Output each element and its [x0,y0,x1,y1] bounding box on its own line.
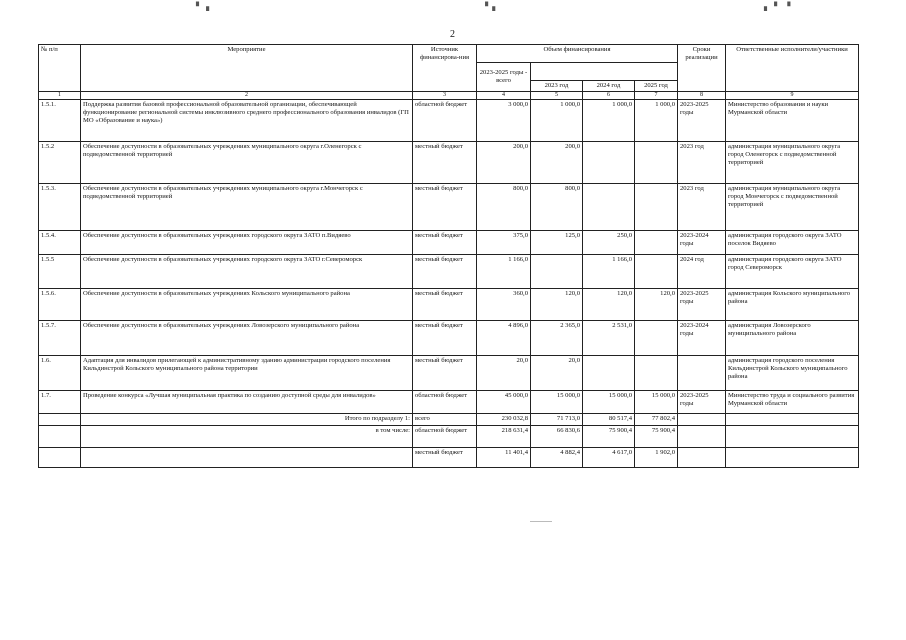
col-number: 5 [531,92,583,100]
row-total: 800,0 [477,184,531,231]
col-number: 1 [39,92,81,100]
totals-2023: 4 882,4 [531,448,583,468]
row-id: 1.7. [39,391,81,414]
table-row [39,231,859,255]
table-row [39,289,859,321]
page-number: 2 [450,29,455,40]
col-number: 4 [477,92,531,100]
row-2025: 15 000,0 [635,391,678,414]
row-measure: Обеспечение доступности в образовательных учреждениях Кольского муниципального района [81,289,413,321]
row-measure: Обеспечение доступности в образовательных учреждениях городского округа ЗАТО г.Североморск [81,255,413,289]
totals-row [39,414,859,426]
row-id: 1.5.7. [39,321,81,356]
row-measure: Поддержка развития базовой профессиональной образовательной организации, обеспечивающей функционирование региональной системы инклюзивного среднего профессионального образования инвалидов (ГП МО «Образование и наука») [81,100,413,142]
row-2023: 2 365,0 [531,321,583,356]
row-2023: 20,0 [531,356,583,391]
scan-mark [530,521,552,522]
row-term [678,356,726,391]
totals-total: 11 401,4 [477,448,531,468]
col-number: 2 [81,92,413,100]
col-number: 9 [726,92,859,100]
totals-2024: 75 900,4 [583,426,635,448]
row-total: 3 000,0 [477,100,531,142]
row-responsible: администрация городского поселения Кильдинстрой Кольского муниципального района [726,356,859,391]
row-2025 [635,142,678,184]
row-total: 360,0 [477,289,531,321]
header-measure: Мероприятие [81,45,413,92]
row-2024 [583,356,635,391]
scan-speck: ▝▗ [482,2,497,11]
row-2025: 120,0 [635,289,678,321]
column-numbers-row [39,92,859,100]
row-total: 45 000,0 [477,391,531,414]
header-year-2023: 2023 год [531,81,583,92]
row-term: 2023-2024 годы [678,321,726,356]
row-term: 2023 год [678,184,726,231]
header-source: Источник финансирова-ния [413,45,477,92]
row-total: 375,0 [477,231,531,255]
header-financing-volume: Объем финансирования [477,45,678,63]
totals-total: 218 631,4 [477,426,531,448]
header-year-2024: 2024 год [583,81,635,92]
header-responsible: Ответственные исполнители/участники [726,45,859,92]
row-measure: Адаптация для инвалидов прилегающей к административному зданию администрации городского поселения Кильдинстрой Кольского муниципального района территории [81,356,413,391]
totals-label: в том числе: [81,426,413,448]
row-term: 2023-2025 годы [678,391,726,414]
totals-empty [678,426,726,448]
row-2024: 2 531,0 [583,321,635,356]
col-number: 6 [583,92,635,100]
row-source: местный бюджет [413,289,477,321]
row-2025 [635,356,678,391]
row-source: местный бюджет [413,184,477,231]
table-row [39,356,859,391]
row-source: местный бюджет [413,356,477,391]
totals-2025: 1 902,0 [635,448,678,468]
row-source: местный бюджет [413,142,477,184]
row-2025 [635,231,678,255]
row-2024: 250,0 [583,231,635,255]
row-2023 [531,255,583,289]
row-source: областной бюджет [413,391,477,414]
totals-empty [39,414,81,426]
row-id: 1.5.1. [39,100,81,142]
row-responsible: Министерство труда и социального развития Мурманской области [726,391,859,414]
row-2024: 1 166,0 [583,255,635,289]
row-responsible: Министерство образования и науки Мурманской области [726,100,859,142]
row-2023: 120,0 [531,289,583,321]
totals-2023: 71 713,0 [531,414,583,426]
row-2023: 1 000,0 [531,100,583,142]
row-responsible: администрация городского округа ЗАТО город Североморск [726,255,859,289]
row-measure: Обеспечение доступности в образовательных учреждениях Ловозерского муниципального района [81,321,413,356]
row-2024 [583,184,635,231]
row-responsible: администрация Кольского муниципального района [726,289,859,321]
row-2025 [635,255,678,289]
row-id: 1.5.4. [39,231,81,255]
row-2023: 200,0 [531,142,583,184]
totals-empty [726,448,859,468]
totals-2024: 4 617,0 [583,448,635,468]
row-total: 20,0 [477,356,531,391]
financing-table [38,44,859,468]
row-term: 2024 год [678,255,726,289]
row-id: 1.5.5 [39,255,81,289]
row-responsible: администрация муниципального округа город Мончегорск с подведомственной территорией [726,184,859,231]
table-row [39,184,859,231]
header-year-2025: 2025 год [635,81,678,92]
row-total: 1 166,0 [477,255,531,289]
totals-empty [678,414,726,426]
row-2024 [583,142,635,184]
row-term: 2023-2024 годы [678,231,726,255]
row-measure: Проведение конкурса «Лучшая муниципальная практика по созданию доступной среды для инвалидов» [81,391,413,414]
totals-total: 230 032,8 [477,414,531,426]
header-terms: Сроки реализации [678,45,726,92]
row-2024: 120,0 [583,289,635,321]
totals-2024: 80 517,4 [583,414,635,426]
row-term: 2023-2025 годы [678,289,726,321]
totals-2025: 77 802,4 [635,414,678,426]
totals-label: Итого по подразделу 1: [81,414,413,426]
row-responsible: администрация Ловозерского муниципального района [726,321,859,356]
row-id: 1.5.6. [39,289,81,321]
row-measure: Обеспечение доступности в образовательных учреждениях городского округа ЗАТО п.Видяево [81,231,413,255]
row-responsible: администрация городского округа ЗАТО поселок Видяево [726,231,859,255]
totals-row [39,426,859,448]
row-measure: Обеспечение доступности в образовательных учреждениях муниципального округа г.Оленегорск с подведомственной территорией [81,142,413,184]
row-2023: 125,0 [531,231,583,255]
row-2025 [635,184,678,231]
row-responsible: администрация муниципального округа город Оленегорск с подведомственной территорией [726,142,859,184]
col-number: 7 [635,92,678,100]
totals-empty [678,448,726,468]
totals-empty [726,414,859,426]
row-id: 1.6. [39,356,81,391]
table-row [39,391,859,414]
table-row [39,321,859,356]
row-2025: 1 000,0 [635,100,678,142]
totals-source: всего [413,414,477,426]
table-row [39,255,859,289]
header-total-years: 2023-2025 годы - всего [477,63,531,92]
row-source: местный бюджет [413,321,477,356]
row-2024: 15 000,0 [583,391,635,414]
row-source: областной бюджет [413,100,477,142]
row-2024: 1 000,0 [583,100,635,142]
col-number: 8 [678,92,726,100]
row-term: 2023 год [678,142,726,184]
scan-speck: ▖ ▘ ▝ [764,2,792,11]
totals-2023: 66 830,6 [531,426,583,448]
table-row [39,100,859,142]
scan-speck: ▘ ▖ [196,2,214,11]
row-id: 1.5.3. [39,184,81,231]
row-measure: Обеспечение доступности в образовательных учреждениях муниципального округа г.Мончегорск с подведомственной территорией [81,184,413,231]
totals-empty [39,448,81,468]
row-total: 4 896,0 [477,321,531,356]
row-id: 1.5.2 [39,142,81,184]
totals-source: областной бюджет [413,426,477,448]
totals-empty [726,426,859,448]
header-row-number: № п/п [39,45,81,92]
totals-empty [39,426,81,448]
totals-source: местный бюджет [413,448,477,468]
row-source: местный бюджет [413,231,477,255]
row-2023: 15 000,0 [531,391,583,414]
totals-2025: 75 900,4 [635,426,678,448]
table-row [39,142,859,184]
row-term: 2023-2025 годы [678,100,726,142]
totals-row [39,448,859,468]
row-2023: 800,0 [531,184,583,231]
row-source: местный бюджет [413,255,477,289]
row-2025 [635,321,678,356]
totals-label [81,448,413,468]
col-number: 3 [413,92,477,100]
row-total: 200,0 [477,142,531,184]
